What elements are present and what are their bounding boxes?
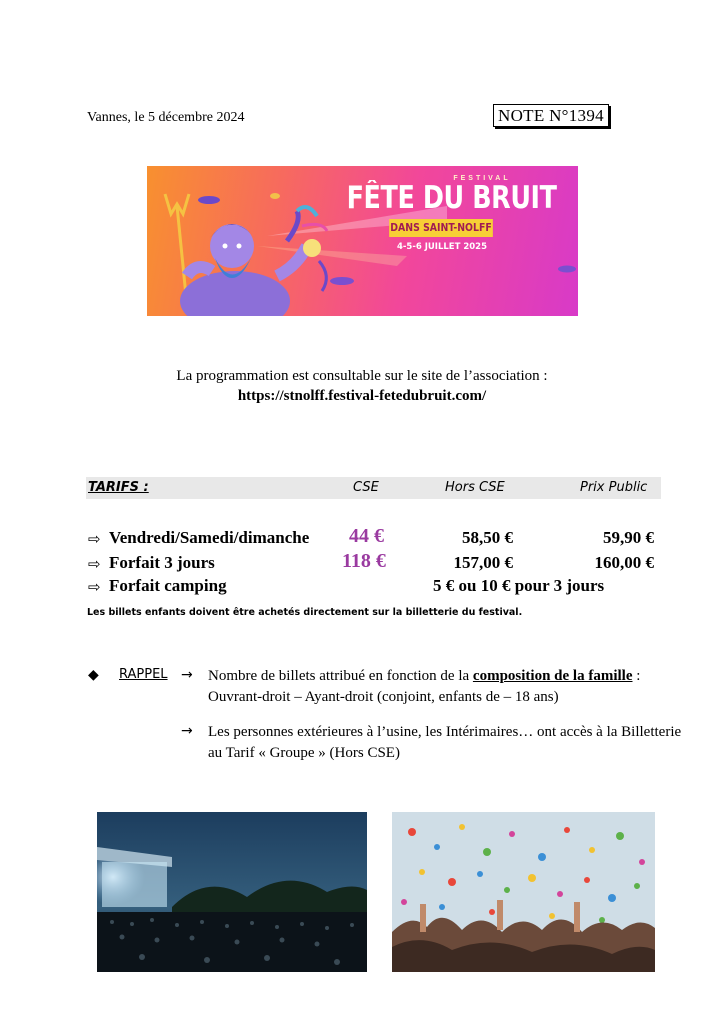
diamond-bullet-icon: ◆: [88, 667, 99, 683]
note-number: NOTE N°1394: [493, 104, 609, 127]
rappel-text: Nombre de billets attribué en fonction de la: [208, 668, 473, 684]
banner-title: FÊTE DU BRUIT: [346, 180, 557, 216]
rappel-line-exterieurs: Les personnes extérieures à l’usine, les Intérimaires… ont accès à la Billetterie au Tarif « Groupe » (Hors CSE): [208, 724, 682, 761]
concert-crowd-photo: [97, 812, 367, 972]
programme-text: La programmation est consultable sur le site de l’association :: [176, 368, 548, 384]
arrow-right-icon: ⇨: [88, 555, 101, 573]
column-prix-public: Prix Public: [580, 480, 648, 495]
tarif-cse: 44 €: [349, 525, 384, 547]
rappel-text: : Ouvrant-droit – Ayant-droit (conjoint, enfants de – 18 ans): [208, 668, 641, 705]
tarif-cse: 118 €: [342, 550, 386, 572]
tarif-name: Forfait camping: [109, 576, 227, 595]
tarif-camping-price: 5 € ou 10 € pour 3 jours: [433, 576, 605, 595]
arrow-right-icon: →: [181, 723, 193, 739]
document-date: Vannes, le 5 décembre 2024: [87, 110, 245, 125]
arrow-right-icon: →: [181, 667, 193, 683]
children-tickets-note: Les billets enfants doivent être achetés directement sur la billetterie du festival.: [87, 607, 523, 618]
confetti-crowd-photo: [392, 812, 655, 972]
banner-place: DANS SAINT-NOLFF: [389, 219, 493, 237]
tarif-row: [88, 576, 658, 598]
column-hors-cse: Hors CSE: [445, 480, 505, 495]
tarif-name: Vendredi/Samedi/dimanche: [109, 528, 310, 547]
tarifs-label: TARIFS :: [88, 480, 149, 495]
programme-link[interactable]: https://stnolff.festival-fetedubruit.com/: [237, 388, 487, 404]
arrow-right-icon: ⇨: [88, 530, 101, 548]
banner-dates: 4-5-6 JUILLET 2025: [396, 242, 488, 252]
arrow-right-icon: ⇨: [88, 578, 101, 596]
tarif-row: [88, 525, 658, 550]
tarif-hors-cse: 157,00 €: [453, 553, 513, 572]
festival-banner: [147, 166, 578, 316]
banner-kicker: FESTIVAL: [453, 175, 511, 182]
tarif-row: [88, 550, 658, 575]
tarifs-header: [86, 477, 661, 499]
tarif-hors-cse: 58,50 €: [462, 528, 513, 547]
rappel-emphasis: composition de la famille: [472, 668, 633, 684]
tarif-public: 160,00 €: [594, 553, 654, 572]
tarif-name: Forfait 3 jours: [109, 553, 215, 572]
tarif-public: 59,90 €: [603, 528, 654, 547]
rappel-line-composition: [208, 666, 678, 708]
column-cse: CSE: [353, 480, 379, 495]
rappel-label: RAPPEL: [119, 667, 168, 682]
programme-notice: [0, 366, 724, 406]
